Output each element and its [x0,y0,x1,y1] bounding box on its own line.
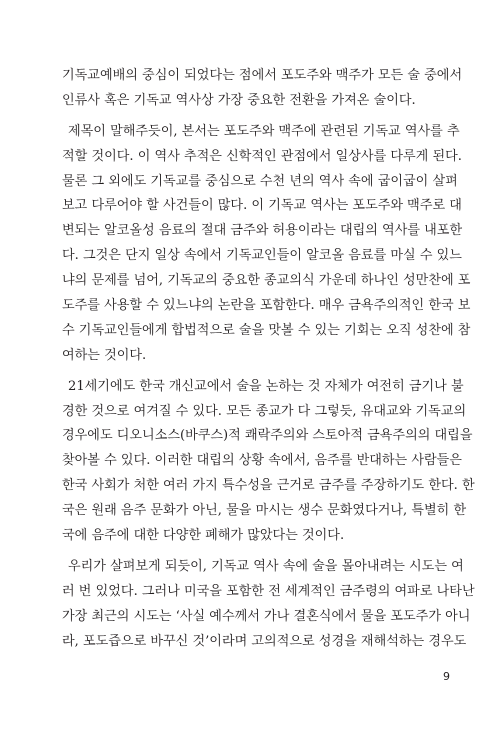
text-line: 라, 포도즙으로 바꾸신 것’이라며 고의적으로 성경을 재해석하는 경우도 [62,633,467,649]
text-line: 러 번 있었다. 그러나 미국을 포함한 전 세계적인 금주령의 여파로 나타난 [62,583,475,599]
text-line: 물론 그 외에도 기독교를 중심으로 수천 년의 역사 속에 굽이굽이 살펴 [62,173,458,189]
page-number: 9 [443,670,450,683]
text-line: 냐의 문제를 넘어, 기독교의 중요한 종교의식 가운데 하나인 성만찬에 포 [62,273,471,289]
text-line: 다. 그것은 단지 일상 속에서 기독교인들이 알코올 음료를 마실 수 있느 [62,248,462,264]
paragraph-1 [62,64,463,114]
text-line: 국은 원래 음주 문화가 아닌, 물을 마시는 생수 문화였다거나, 특별히 한 [62,503,467,519]
text-line: 적할 것이다. 이 역사 추적은 신학적인 관점에서 일상사를 다루게 된다. [62,148,462,164]
text-line: 보고 다루어야 할 사건들이 많다. 이 기독교 역사는 포도주와 맥주로 대 [62,198,462,214]
text-line: 기독교예배의 중심이 되었다는 점에서 포도주와 맥주가 모든 술 중에서 [62,68,463,83]
paragraph-2 [62,120,471,369]
text-line: 인류사 혹은 기독교 역사상 가장 중요한 전환을 가져온 술이다. [62,92,416,108]
text-line: 21세기에도 한국 개신교에서 술을 논하는 것 자체가 여전히 금기나 불 [68,378,464,394]
text-line: 한국 사회가 처한 여러 가지 특수성을 근거로 금주를 주장하기도 한다. 한 [62,478,475,494]
paragraph-4 [62,555,475,655]
text-line: 찾아볼 수 있다. 이러한 대립의 상황 속에서, 음주를 반대하는 사람들은 [62,453,462,469]
text-line: 가장 최근의 시도는 ‘사실 예수께서 가나 결혼식에서 물을 포도주가 아니 [62,608,471,624]
body-text [62,64,475,654]
paragraph-3 [62,375,475,549]
text-line: 수 기독교인들에게 합법적으로 술을 맛볼 수 있는 기회는 오직 성찬에 참 [62,322,471,338]
text-line: 변되는 알코올성 음료의 절대 금주와 허용이라는 대립의 역사를 내포한 [62,223,463,239]
text-line: 경우에도 디오니소스(바쿠스)적 쾌락주의와 스토아적 금욕주의의 대립을 [62,428,473,444]
text-line: 여하는 것이다. [62,347,147,363]
text-line: 제목이 말해주듯이, 본서는 포도주와 맥주에 관련된 기독교 역사를 추 [68,123,460,139]
text-line: 우리가 살펴보게 되듯이, 기독교 역사 속에 술을 몰아내려는 시도는 여 [68,558,464,574]
text-line: 경한 것으로 여겨질 수 있다. 모든 종교가 다 그렇듯, 유대교와 기독교의 [62,403,467,419]
text-line: 도주를 사용할 수 있느냐의 논란을 포함한다. 매우 금욕주의적인 한국 보 [62,298,471,314]
text-line: 국에 음주에 대한 다양한 폐해가 많았다는 것이다. [62,528,345,544]
